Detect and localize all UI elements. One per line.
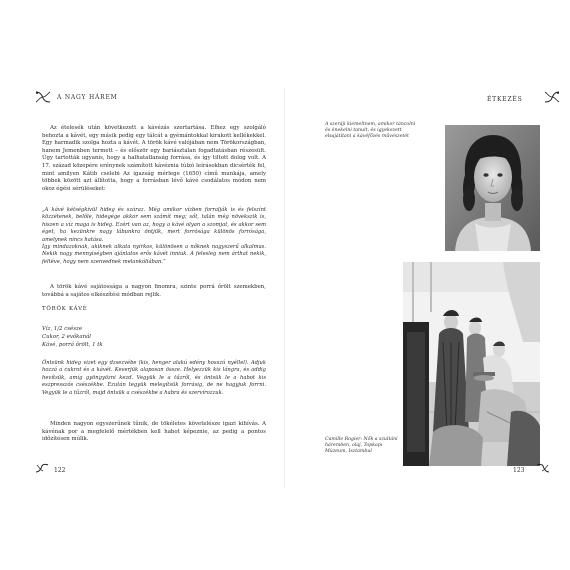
- corner-ornament-icon: [543, 90, 561, 104]
- block-quote: [42, 207, 266, 266]
- body-paragraph: [42, 284, 266, 299]
- right-page: [285, 0, 570, 570]
- page-number: 123: [513, 467, 525, 474]
- ingredient-list: [42, 325, 103, 350]
- illustration-caption: Camille Rogier: Nők a szultáni háremben, olaj, Topkapı Múzeum, Isztambul: [325, 437, 398, 455]
- page-number: 122: [54, 467, 66, 474]
- harem-illustration: [403, 262, 540, 466]
- portrait-photo: [445, 125, 540, 251]
- body-paragraph: [42, 125, 266, 193]
- recipe-instructions: [42, 360, 266, 397]
- paragraph-text: A török kávé sajátossága a nagyon finomra, szinte porrá őrölt szemekben, továbbá a sajátos elkészítési módban rejlik.: [42, 284, 266, 298]
- recipe-title: TÖRÖK KÁVÉ: [42, 306, 88, 312]
- photo-caption: A szeráji kiemeltnem, amikor táncolni és énekelni tanult, és igyekezett elsajátítani a kávéfőzés művészetét: [325, 122, 416, 140]
- running-head-right: ÉTKEZÉS: [487, 96, 523, 103]
- quote-text: Így mindazoknak, akiknek alkata nyirkos, különösen a nőknek nagyszerű alkalmas. Nekik nagy mennyiségben ajánlatos erős kávét inniuk. A felesleg nem árthat nekik, feltéve, hogy nem szenvednek melankóliában.”: [42, 244, 266, 265]
- paragraph-text: Minden nagyon egyszerűnek tűnik, de tökéletes követelésze igazi kihívás. A kávénak por a megfelelő mértékben kell habot képeznie, az pedig a pontos időzítésen múlik.: [42, 421, 266, 443]
- running-head-left: A NAGY HÁREM: [57, 94, 118, 101]
- paragraph-text: Az ételesék után következett a kávézás szertartása. Elhez egy szolgáló behozta a kávét, egy másik pedig egy tálcát a gyémántokkal kirakott kellékekkel. Egy harmadik szolga hozta a kávét. A török kávé valójában nem Törökországban, hanem Jemenben termett – és először egy bariásztalan fogadtatásban részesült. Úgy tartották ugyanis, hogy a halhatatlanság forrása, és így tiltott dolog volt. A 17. század közepére erénynek számított kávéznia túlzó leírásokban dicsérték fel, mint amilyen Kátib cselebi Az igazság mérlege (1650) című munkája, amely többek között azt állította, hogy a forrásban lévő kávé csodálatos módon nem okoz égési sérüléseket:: [42, 125, 266, 192]
- ingredient-item: Cukor, 2 evőkanál: [42, 334, 92, 341]
- corner-ornament-icon: [34, 90, 52, 104]
- ingredient-item: Kávé, porrá őrölt, 1 tk: [42, 342, 103, 349]
- instructions-text: Öntsünk hideg vizet egy dzsezvébe (kis, henger alakú edény hosszú nyéllel). Adjuk hozzá a cukrot és a kávét. Keverjük alaposan össze. Helyezzük kis lángra, és addig hevítsük, amíg gyöngyözni kezd. Vegyük le a tűzről, és öntsük le a habot kis eszpresszós csészékbe. Ezután tegyük melegítsük forrásig, de ne hagyjuk forrni. Vegyük le a tűzről, majd öntsük a csészékbe a habra és szervírozzuk.: [42, 360, 266, 396]
- quote-text: „A kávé kétségkívül hideg és száraz. Még amikor vízben forralják is és felszínt közzétenek, belőle, hidegége akkor sem számít meg; sőt, talán még növekszik is, hiszen a víz maga is hideg. Ezért van az, hogy a kávé olyan a szomjat, és akkor sem éget, ha kezünkre nagy lábunkra öntjük, mert forrósága különös forrósága, amelynek nincs hatása.: [42, 207, 266, 243]
- ingredient-item: Víz, 1/2 csésze: [42, 326, 83, 332]
- body-paragraph: [42, 421, 266, 444]
- corner-ornament-icon: [535, 462, 551, 474]
- corner-ornament-icon: [34, 462, 50, 474]
